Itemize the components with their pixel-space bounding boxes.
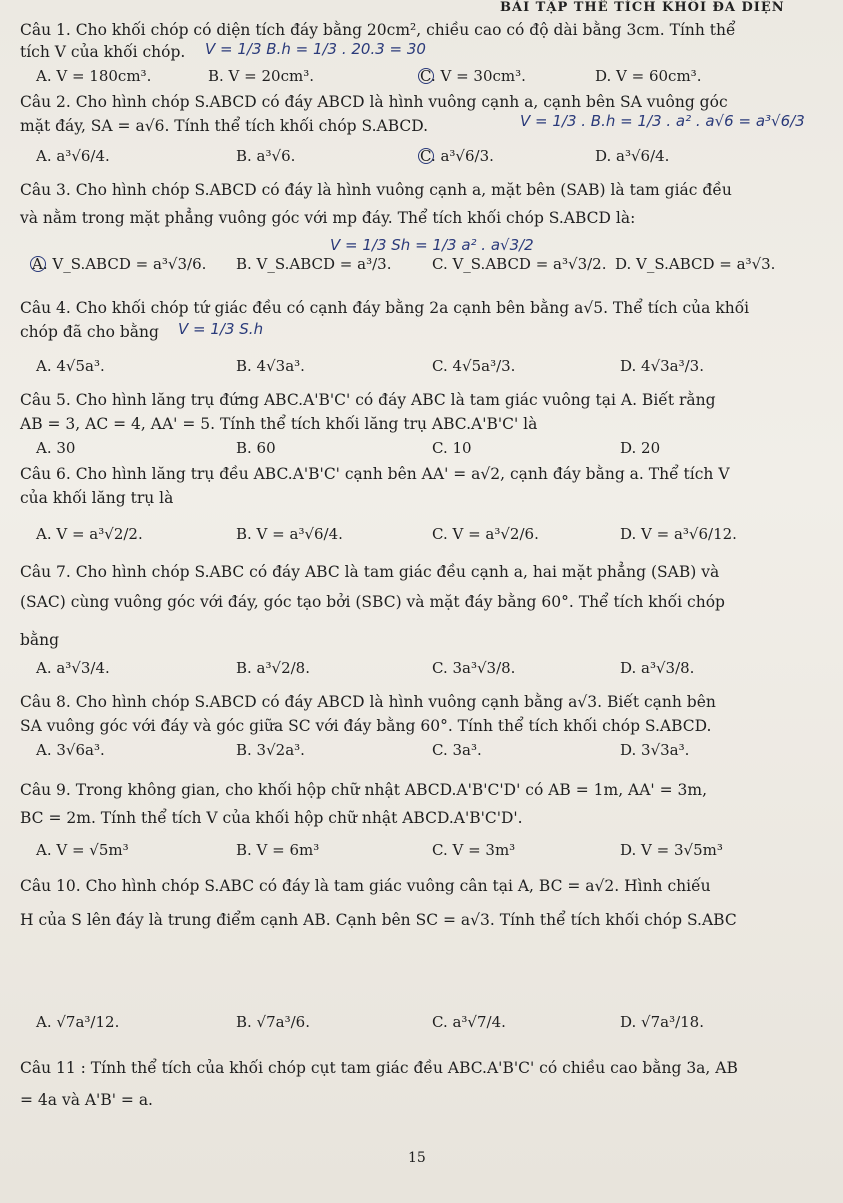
q6-option-d: D. V = a³√6/12. <box>620 525 737 543</box>
q6-option-a: A. V = a³√2/2. <box>36 525 143 543</box>
q11-text: Câu 11 : Tính thể tích của khối chóp cụt tam giác đều ABC.A'B'C' có chiều cao bằng 3a, AB <box>20 1059 738 1077</box>
q7-option-c: C. 3a³√3/8. <box>432 659 516 677</box>
q4-option-d: D. 4√3a³/3. <box>620 357 704 375</box>
q6-option-c: C. V = a³√2/6. <box>432 525 539 543</box>
q3-text2: và nằm trong mặt phẳng vuông góc với mp đáy. Thể tích khối chóp S.ABCD là: <box>20 209 636 227</box>
q5-option-d: D. 20 <box>620 439 661 457</box>
q9-option-b: B. V = 6m³ <box>236 841 320 859</box>
q7-text3: bằng <box>20 631 60 649</box>
q5-text2: AB = 3, AC = 4, AA' = 5. Tính thể tích khối lăng trụ ABC.A'B'C' là <box>20 415 538 433</box>
q5-option-c: C. 10 <box>432 439 472 457</box>
q2-option-b: B. a³√6. <box>236 147 296 165</box>
q9-option-a: A. V = √5m³ <box>36 841 129 859</box>
q1-option-a: A. V = 180cm³. <box>36 67 152 85</box>
page-number: 15 <box>408 1150 426 1166</box>
q7-option-b: B. a³√2/8. <box>236 659 310 677</box>
q1-option-d: D. V = 60cm³. <box>595 67 702 85</box>
q10-option-b: B. √7a³/6. <box>236 1013 310 1031</box>
q2-option-d: D. a³√6/4. <box>595 147 670 165</box>
q8-text2: SA vuông góc với đáy và góc giữa SC với đáy bằng 60°. Tính thể tích khối chóp S.ABCD. <box>20 717 712 735</box>
page-header: BÀI TẬP THỂ TÍCH KHỐI ĐA DIỆN <box>500 0 785 15</box>
q8-option-d: D. 3√3a³. <box>620 741 690 759</box>
q2-option-a: A. a³√6/4. <box>36 147 110 165</box>
q8-option-b: B. 3√2a³. <box>236 741 305 759</box>
q3-option-a: A. V_S.ABCD = a³√3/6. <box>32 255 207 273</box>
q7-text: Câu 7. Cho hình chóp S.ABC có đáy ABC là tam giác đều cạnh a, hai mặt phẳng (SAB) và <box>20 563 720 581</box>
q1-option-c: C. V = 30cm³. <box>420 67 526 85</box>
q8-option-a: A. 3√6a³. <box>36 741 105 759</box>
q2-text: Câu 2. Cho hình chóp S.ABCD có đáy ABCD là hình vuông cạnh a, cạnh bên SA vuông góc <box>20 93 728 111</box>
q10-text2: H của S lên đáy là trung điểm cạnh AB. Cạnh bên SC = a√3. Tính thể tích khối chóp S.ABC <box>20 911 737 929</box>
q9-option-c: C. V = 3m³ <box>432 841 516 859</box>
q6-text: Câu 6. Cho hình lăng trụ đều ABC.A'B'C' cạnh bên AA' = a√2, cạnh đáy bằng a. Thể tích V <box>20 465 730 483</box>
q6-text2: của khối lăng trụ là <box>20 489 174 507</box>
q7-option-d: D. a³√3/8. <box>620 659 695 677</box>
q6-option-b: B. V = a³√6/4. <box>236 525 343 543</box>
q1-text: Câu 1. Cho khối chóp có diện tích đáy bằng 20cm², chiều cao có độ dài bằng 3cm. Tính thể <box>20 21 736 39</box>
q1-text2: tích V của khối chóp. <box>20 43 186 61</box>
q2-option-c: C. a³√6/3. <box>420 147 494 165</box>
q3-text: Câu 3. Cho hình chóp S.ABCD có đáy là hình vuông cạnh a, mặt bên (SAB) là tam giác đều <box>20 181 732 199</box>
q3-handwriting: V = 1/3 Sh = 1/3 a² . a√3/2 <box>330 236 534 254</box>
q7-option-a: A. a³√3/4. <box>36 659 110 677</box>
q10-option-a: A. √7a³/12. <box>36 1013 120 1031</box>
q3-option-d: D. V_S.ABCD = a³√3. <box>615 255 776 273</box>
q11-text2: = 4a và A'B' = a. <box>20 1091 153 1109</box>
q4-handwriting: V = 1/3 S.h <box>178 320 264 338</box>
q1-option-b: B. V = 20cm³. <box>208 67 314 85</box>
q9-text: Câu 9. Trong không gian, cho khối hộp chữ nhật ABCD.A'B'C'D' có AB = 1m, AA' = 3m, <box>20 781 708 799</box>
q9-option-d: D. V = 3√5m³ <box>620 841 723 859</box>
q3-option-c: C. V_S.ABCD = a³√3/2. <box>432 255 607 273</box>
q4-option-a: A. 4√5a³. <box>36 357 105 375</box>
q10-option-c: C. a³√7/4. <box>432 1013 506 1031</box>
q7-text2: (SAC) cùng vuông góc với đáy, góc tạo bởi (SBC) và mặt đáy bằng 60°. Thể tích khối chóp <box>20 593 725 611</box>
q10-text: Câu 10. Cho hình chóp S.ABC có đáy là tam giác vuông cân tại A, BC = a√2. Hình chiếu <box>20 877 711 895</box>
q5-text: Câu 5. Cho hình lăng trụ đứng ABC.A'B'C' có đáy ABC là tam giác vuông tại A. Biết rằng <box>20 391 716 409</box>
q10-option-d: D. √7a³/18. <box>620 1013 704 1031</box>
q5-option-a: A. 30 <box>36 439 76 457</box>
q4-text2: chóp đã cho bằng <box>20 323 159 341</box>
q5-option-b: B. 60 <box>236 439 276 457</box>
q2-handwriting: V = 1/3 . B.h = 1/3 . a² . a√6 = a³√6/3 <box>520 112 805 130</box>
q4-option-b: B. 4√3a³. <box>236 357 305 375</box>
q4-text: Câu 4. Cho khối chóp tứ giác đều có cạnh đáy bằng 2a cạnh bên bằng a√5. Thể tích của khối <box>20 299 750 317</box>
q8-text: Câu 8. Cho hình chóp S.ABCD có đáy ABCD là hình vuông cạnh bằng a√3. Biết cạnh bên <box>20 693 716 711</box>
q2-text2: mặt đáy, SA = a√6. Tính thể tích khối chóp S.ABCD. <box>20 117 429 135</box>
q3-option-b: B. V_S.ABCD = a³/3. <box>236 255 392 273</box>
q9-text2: BC = 2m. Tính thể tích V của khối hộp chữ nhật ABCD.A'B'C'D'. <box>20 809 523 827</box>
q4-option-c: C. 4√5a³/3. <box>432 357 516 375</box>
q1-handwriting: V = 1/3 B.h = 1/3 . 20.3 = 30 <box>205 40 426 58</box>
q8-option-c: C. 3a³. <box>432 741 482 759</box>
